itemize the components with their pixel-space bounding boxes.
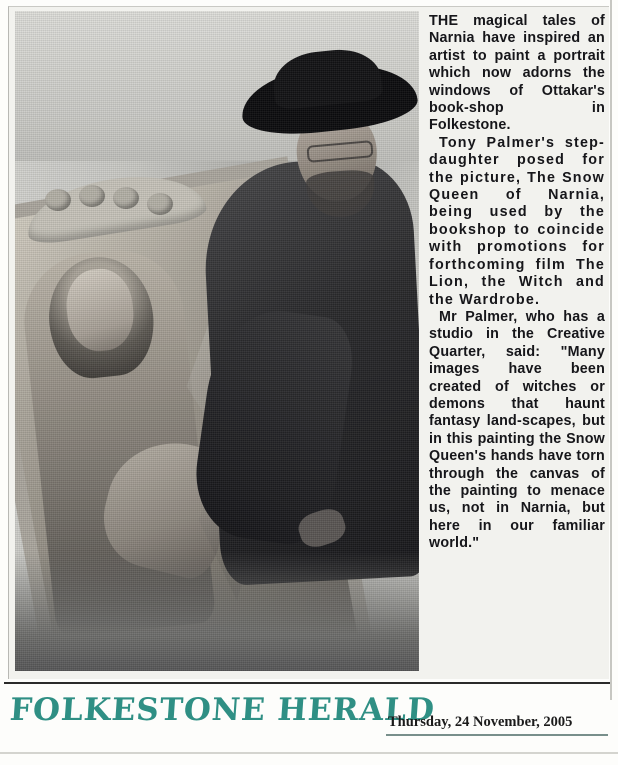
frame-scroll-ornament	[79, 185, 105, 207]
clipping-edge-right	[610, 0, 612, 700]
masthead-folkestone-herald: FOLKESTONE HERALD	[8, 692, 437, 728]
article-text-column	[427, 9, 607, 677]
frame-scroll-ornament	[113, 187, 139, 209]
clipping-edge-bottom	[0, 752, 618, 754]
frame-scroll-ornament	[147, 193, 173, 215]
article-paragraph-1: THE magical tales of Narnia have inspired an artist to paint a portrait which now adorns the windows of Ottakar's book-shop in Folkestone.	[429, 13, 605, 134]
photo-artist-with-painting	[15, 11, 419, 671]
publication-date: Thursday, 24 November, 2005	[388, 714, 573, 730]
date-underline	[386, 734, 608, 736]
article-body	[8, 6, 609, 679]
photo-shadow-bottom	[15, 551, 419, 671]
frame-scroll-ornament	[45, 189, 71, 211]
footer-divider	[4, 682, 610, 684]
article-paragraph-3: Mr Palmer, who has a studio in the Creative Quarter, said: "Many images have been created of witches or demons that haunt fantasy land-scapes, but in this painting the Snow Queen's hands have torn through the canvas of the painting to menace us, not in Narnia, but here in our familiar world."	[429, 308, 605, 552]
article-paragraph-2: Tony Palmer's step-daughter posed for the picture, The Snow Queen of Narnia, being used by the bookshop to coincide with promotions for forthcoming film The Lion, the Witch and the Wardrobe.	[429, 134, 605, 308]
